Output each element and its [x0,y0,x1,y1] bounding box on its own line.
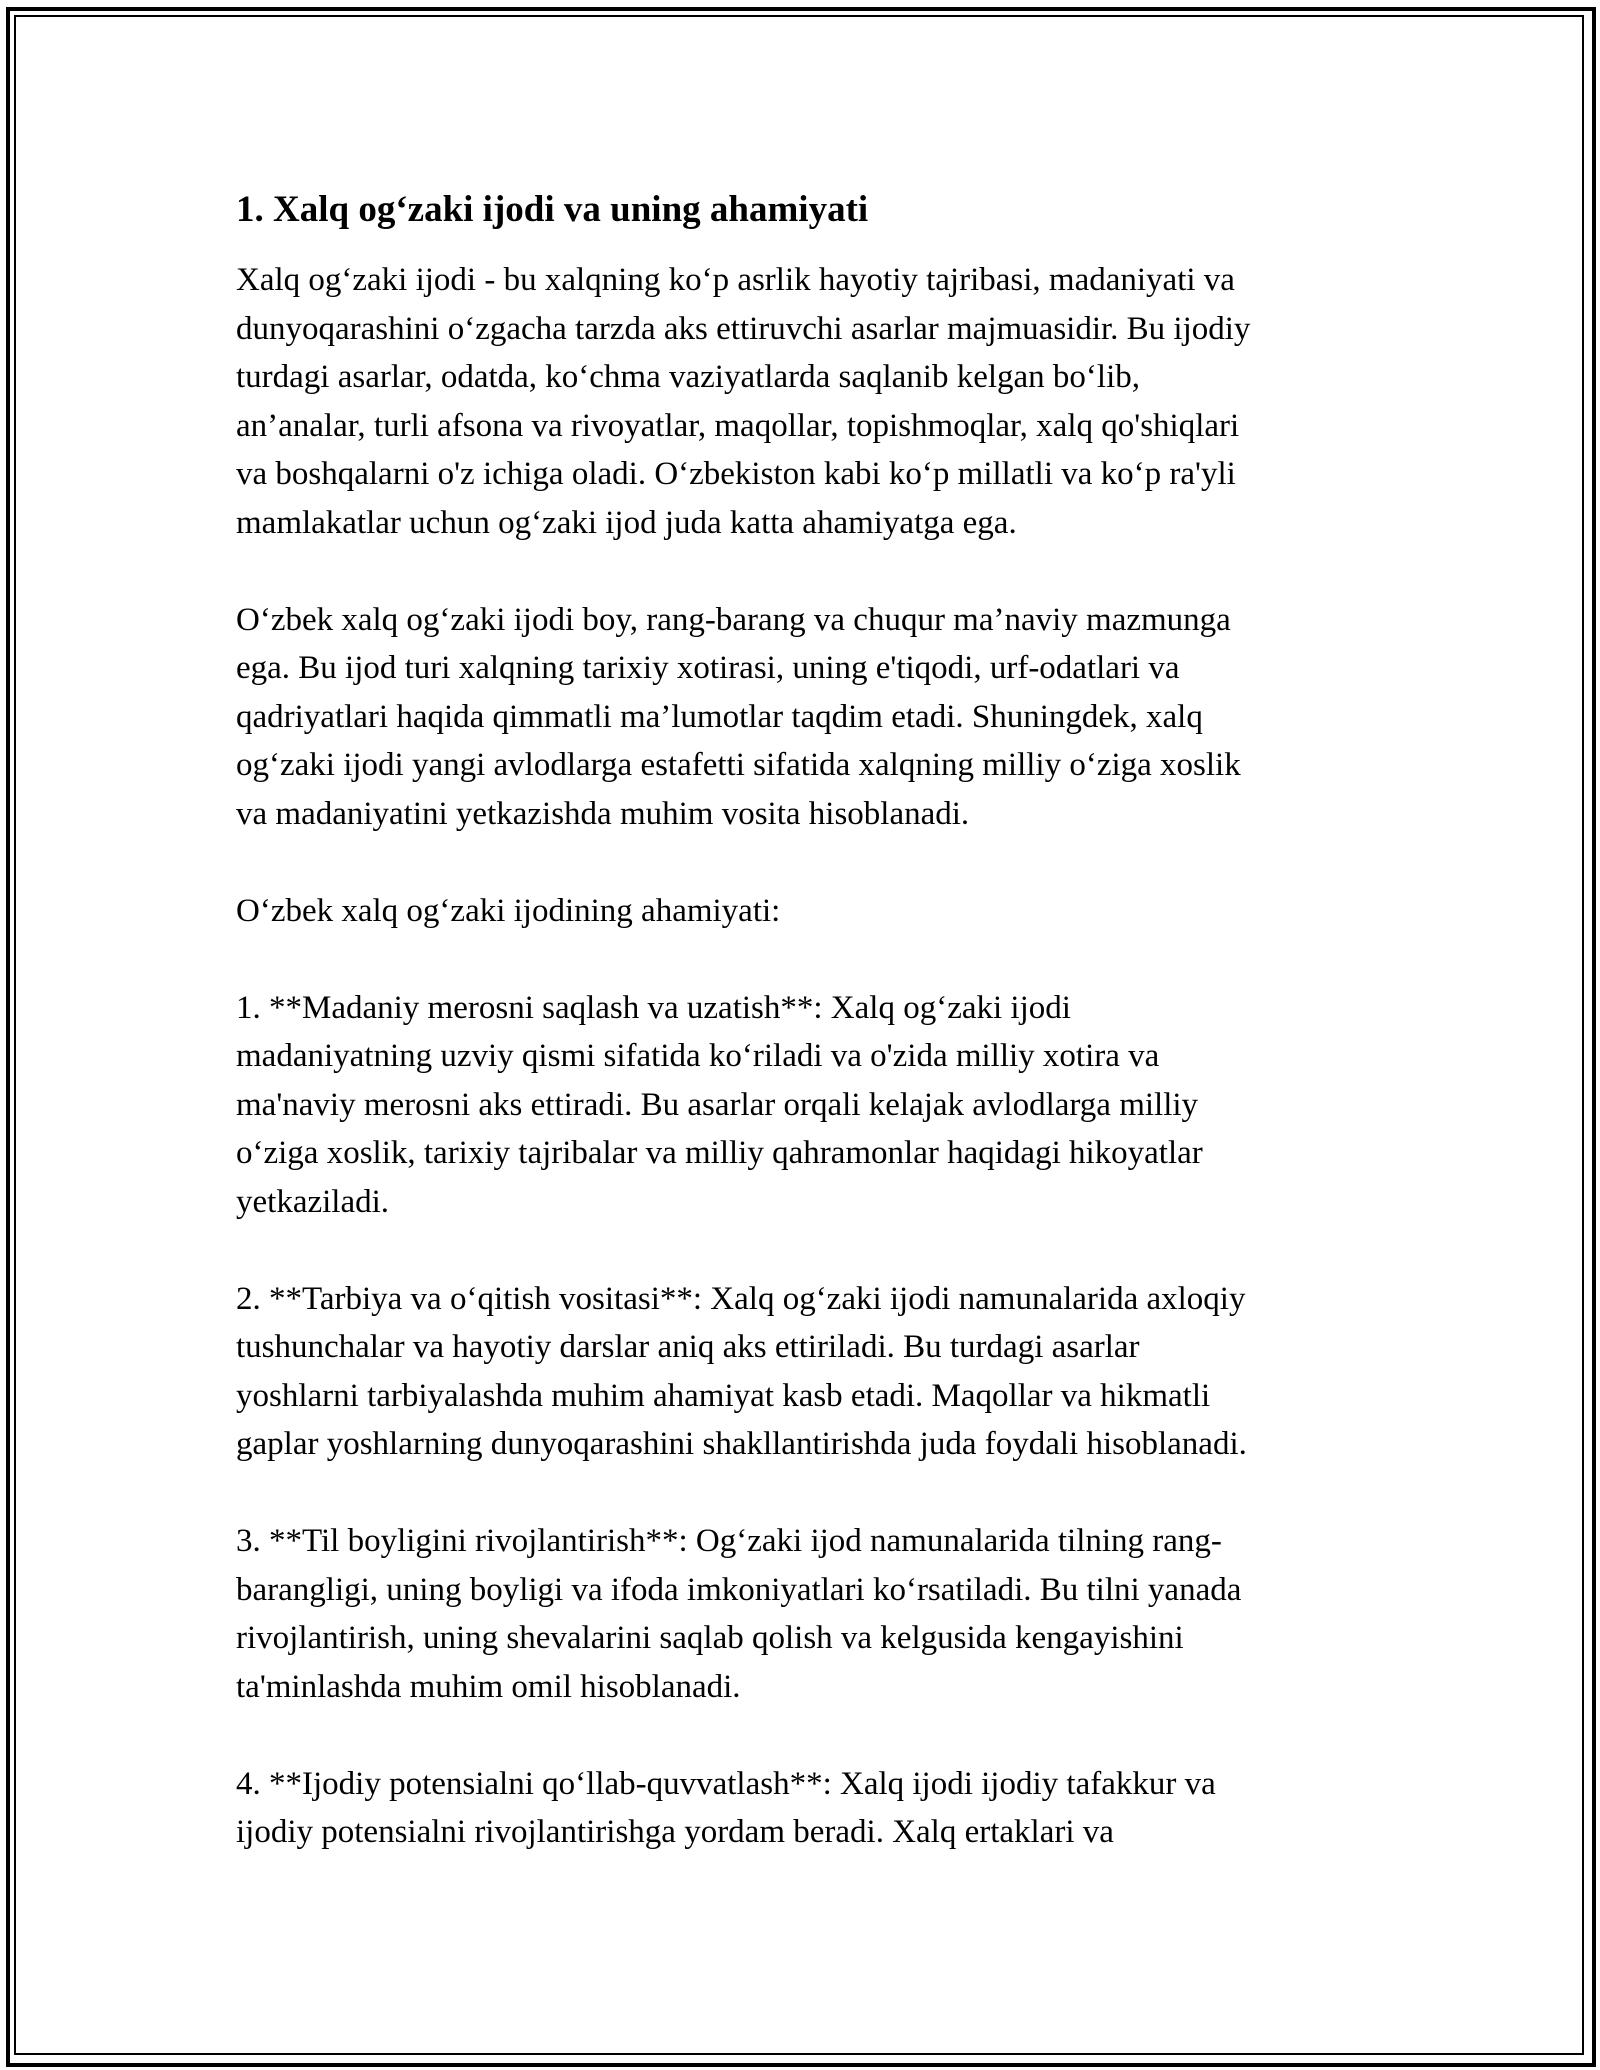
list-item-3: 3. **Til boyligini rivojlantirish**: Og‘zaki ijod namunalarida tilning rang- barangligi, uning boyligi va ifoda imkoniyatlari ko‘rsatiladi. Bu tilni yanada rivojlantirish, uning shevalarini saqlab qolish va kelgusida kengayishini ta'minlashda muhim omil hisoblanadi. [236,1523,1242,1705]
section-heading: 1. Xalq og‘zaki ijodi va uning ahamiyati [236,189,869,230]
document-body [236,186,1376,1905]
list-item-2: 2. **Tarbiya va o‘qitish vositasi**: Xalq og‘zaki ijodi namunalarida axloqiy tushunchalar va hayotiy darslar aniq aks ettiriladi. Bu turdagi asarlar yoshlarni tarbiyalashda muhim ahamiyat kasb etadi. Maqollar va hikmatli gaplar yoshlarning dunyoqarashini shakllantirishda juda foydali hisoblanadi. [236,1280,1247,1462]
list-item-4: 4. **Ijodiy potensialni qo‘llab-quvvatlash**: Xalq ijodi ijodiy tafakkur va ijodiy potensialni rivojlantirishga yordam beradi. Xalq ertaklari va [236,1765,1216,1850]
importance-lead-paragraph: O‘zbek xalq og‘zaki ijodining ahamiyati: [236,892,781,929]
uzbek-folklore-paragraph: O‘zbek xalq og‘zaki ijodi boy, rang-barang va chuqur ma’naviy mazmunga ega. Bu ijod turi xalqning tarixiy xotirasi, uning e'tiqodi, urf-odatlari va qadriyatlari haqida qimmatli ma’lumotlar taqdim etadi. Shuningdek, xalq og‘zaki ijodi yangi avlodlarga estafetti sifatida xalqning milliy o‘ziga xoslik va madaniyatini yetkazishda muhim vosita hisoblanadi. [236,601,1241,832]
intro-paragraph: Xalq og‘zaki ijodi - bu xalqning ko‘p asrlik hayotiy tajribasi, madaniyati va dunyoqarashini o‘zgacha tarzda aks ettiruvchi asarlar majmuasidir. Bu ijodiy turdagi asarlar, odatda, ko‘chma vaziyatlarda saqlanib kelgan bo‘lib, an’analar, turli afsona va rivoyatlar, maqollar, topishmoqlar, xalq qo'shiqlari va boshqalarni o'z ichiga oladi. O‘zbekiston kabi ko‘p millatli va ko‘p ra'yli mamlakatlar uchun og‘zaki ijod juda katta ahamiyatga ega. [236,262,1251,541]
list-item-1: 1. **Madaniy merosni saqlash va uzatish**: Xalq og‘zaki ijodi madaniyatning uzviy qismi sifatida ko‘riladi va o'zida milliy xotira va ma'naviy merosni aks ettiradi. Bu asarlar orqali kelajak avlodlarga milliy o‘ziga xoslik, tarixiy tajribalar va milliy qahramonlar haqidagi hikoyatlar yetkaziladi. [236,989,1203,1220]
